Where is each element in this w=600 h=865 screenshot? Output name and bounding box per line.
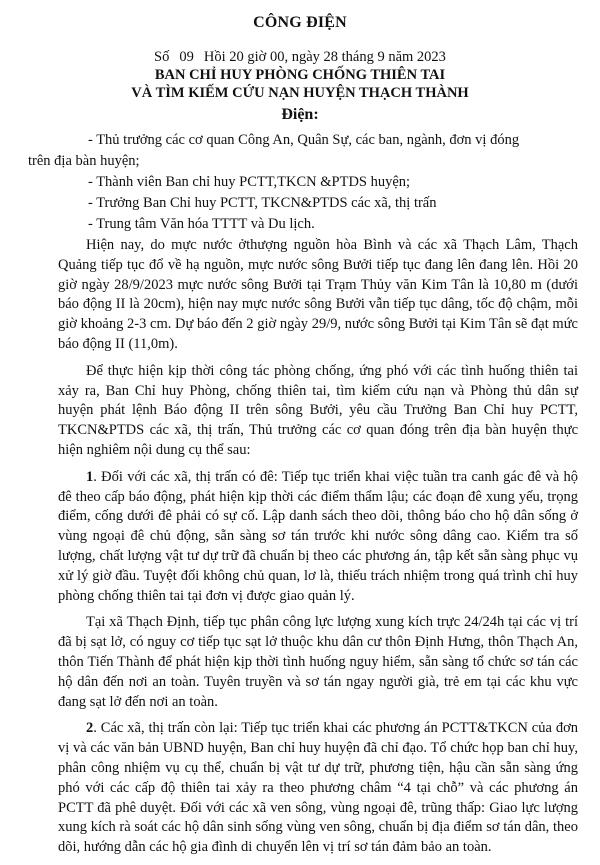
recipient-item	[28, 130, 578, 172]
paragraph-number: 2	[86, 720, 94, 737]
paragraph-number: 1	[86, 468, 94, 485]
paragraph-text: Để thực hiện kịp thời công tác phòng chống, ứng phó với các tình huống thiên tai xảy ra, Ban Chỉ huy Phòng, chống thiên tai, tìm kiếm cứu nạn và Phòng thủ dân sự huyện phát lệnh Báo động II trên sông Bưởi, yêu cầu Trưởng Ban Chỉ huy PCTT, TKCN&PTDS các xã, thị trấn, Thủ trưởng các cơ quan đóng trên địa bàn huyện thực hiện nghiêm nội dung cụ thể sau:	[58, 362, 578, 458]
number-prefix: Số	[154, 49, 170, 65]
to-heading: Điện:	[281, 106, 319, 123]
paragraph	[58, 236, 578, 355]
paragraph-text: Hiện nay, do mực nước ởthượng nguồn hòa Bình và các xã Thạch Lâm, Thạch Quảng tiếp tục đổ về hạ nguồn, mực nước sông Bưởi tiếp tục đang lên đang lên. Hồi 20 giờ ngày 28/9/2023 mực nước sông Bưởi tại Trạm Thủy văn Kim Tân là 10,80 m (dưới báo động II là 20cm), hiện nay mực nước sông Bưởi vẫn tiếp tục dâng, tốc độ chậm, mỗi giờ khoảng 2-3 cm. Dự báo đến 2 giờ ngày 29/9, nước sông Bưởi tại Kim Tân sẽ đạt mức báo động II (11,0m).	[58, 237, 578, 352]
paragraph	[58, 719, 578, 858]
paragraph-text: . Các xã, thị trấn còn lại: Tiếp tục triển khai các phương án PCTT&TKCN của đơn vị và các văn bản UBND huyện, Ban chỉ huy huyện đã chỉ đạo. Tổ chức họp ban chỉ huy, phân công nhiệm vụ cụ thể, chuẩn bị vật tư dự trữ, phương tiện, hậu cần sẵn sàng ứng phó với các cấp độ thiên tai xảy ra theo phương châm “4 tại chỗ” và các phương án PCTT đã phê duyệt. Đối với các xã ven sông, vùng ngoại đê, trũng thấp: Giao lực lượng xung kích rà soát các hộ dân sinh sống vùng ven sông, chuẩn bị địa điểm sơ tán dân, theo dõi, hướng dẫn các hộ gia đình di chuyển lên vị trí sơ tán đảm bảo an toàn.	[58, 720, 578, 856]
recipient-text: - Thủ trưởng các cơ quan Công An, Quân Sự, các ban, ngành, đơn vị đóng	[88, 132, 520, 148]
paragraph	[58, 613, 578, 712]
paragraph	[58, 362, 578, 461]
time-date: Hồi 20 giờ 00, ngày 28 tháng 9 năm 2023	[203, 49, 446, 65]
document-number: 09	[179, 49, 194, 65]
document-body	[58, 236, 578, 865]
paragraph-text: . Đối với các xã, thị trấn có đê: Tiếp tục triển khai việc tuần tra canh gác đê và hộ đê theo cấp báo động, phát hiện kịp thời các điểm thẩm lậu; các đoạn đê xung yếu, trọng điểm, cống dưới đê phải có sự cố. Lập danh sách theo dõi, thông báo cho hộ dân sống ở vùng ngoại đê chủ động, sẵn sàng sơ tán trước khi nước sông dâng cao. Kiểm tra số lượng, chất lượng vật tư dự trữ đã chuẩn bị theo các phương án, tập kết sẵn sàng phục vụ xử lý giờ đầu. Tuyệt đối không chủ quan, lơ là, thiếu trách nhiệm trong quá trình chỉ huy phòng chống thiên tai tại đơn vị được giao quản lý.	[58, 468, 578, 604]
recipient-item: - Thành viên Ban chỉ huy PCTT,TKCN &PTDS huyện;	[88, 174, 411, 190]
recipient-item: - Trung tâm Văn hóa TTTT và Du lịch.	[88, 216, 315, 232]
document-number-line	[0, 48, 600, 66]
sender-line-2: VÀ TÌM KIẾM CỨU NẠN HUYỆN THẠCH THÀNH	[131, 85, 469, 101]
paragraph	[58, 468, 578, 607]
recipient-text-continued: trên địa bàn huyện;	[28, 153, 140, 169]
recipient-item: - Trưởng Ban Chỉ huy PCTT, TKCN&PTDS các xã, thị trấn	[88, 195, 437, 211]
sender-block	[0, 66, 600, 102]
recipient-list	[28, 130, 578, 235]
sender-line-1: BAN CHỈ HUY PHÒNG CHỐNG THIÊN TAI	[154, 67, 446, 83]
paragraph-text: Tại xã Thạch Định, tiếp tục phân công lực lượng xung kích trực 24/24h tại các vị trí đã bị sạt lở, có nguy cơ tiếp tục sạt lở thuộc khu dân cư thôn Định Hưng, thôn Thạch An, thôn Tiến Thành để phát hiện kịp thời tình huống nguy hiểm, sẵn sàng tổ chức sơ tán các hộ dân đến nơi an toàn. Tuyên truyền và sơ tán ngay người già, trẻ em tại các khu vực đang sạt lở đến nơi an toàn.	[58, 614, 578, 710]
document-title: CÔNG ĐIỆN	[253, 14, 347, 31]
